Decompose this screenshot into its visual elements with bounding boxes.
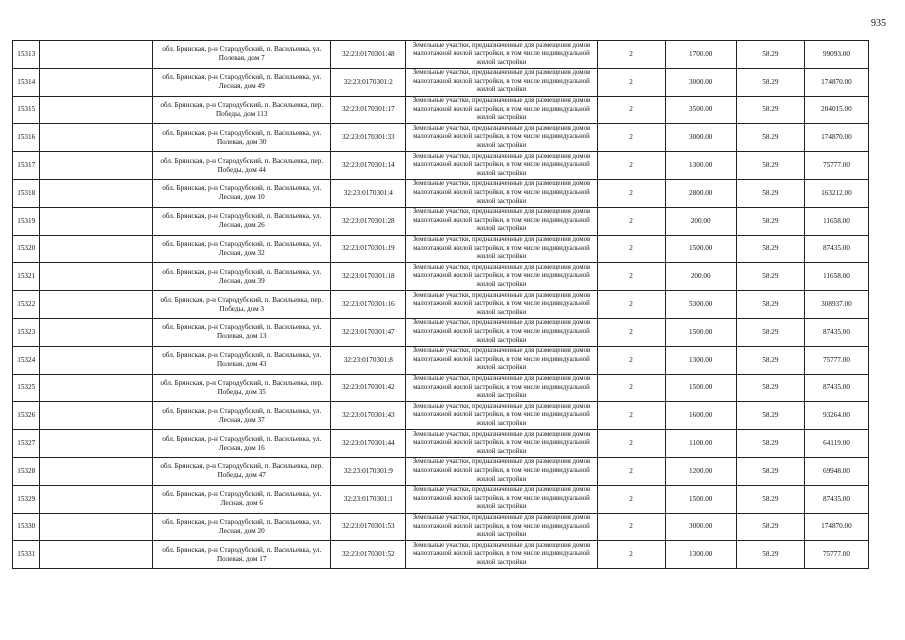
cadastral-value-cell: 87435.00 [804, 374, 868, 402]
rate-cell: 58.29 [736, 291, 804, 319]
cadastral-value-cell: 11658.00 [804, 263, 868, 291]
cadastral-number-cell: 32:23:0170301:53 [331, 513, 406, 541]
category-cell: 2 [597, 513, 665, 541]
address-cell: обл. Брянская, р-н Стародубский, п. Васильевка, ул. Лесная, дом 32 [153, 235, 331, 263]
cadastral-value-cell: 204015.00 [804, 96, 868, 124]
empty-cell [40, 541, 153, 569]
cadastral-value-cell: 87435.00 [804, 485, 868, 513]
address-cell: обл. Брянская, р-н Стародубский, п. Васильевка, пер. Победы, дом 35 [153, 374, 331, 402]
table-row [13, 457, 869, 485]
category-cell: 2 [597, 485, 665, 513]
category-cell: 2 [597, 96, 665, 124]
rate-cell: 58.29 [736, 402, 804, 430]
land-use-cell: Земельные участки, предназначенные для размещения домов малоэтажной жилой застройки, в том числе индивидуальной жилой застройки [406, 235, 597, 263]
area-cell: 2800.00 [665, 179, 736, 207]
category-cell: 2 [597, 235, 665, 263]
area-cell: 1600.00 [665, 402, 736, 430]
area-cell: 1500.00 [665, 485, 736, 513]
empty-cell [40, 318, 153, 346]
empty-cell [40, 124, 153, 152]
address-cell: обл. Брянская, р-н Стародубский, п. Васильевка, ул. Полевая, дом 30 [153, 124, 331, 152]
rate-cell: 58.29 [736, 318, 804, 346]
row-number-cell: 15330 [13, 513, 40, 541]
category-cell: 2 [597, 402, 665, 430]
table-row [13, 235, 869, 263]
empty-cell [40, 96, 153, 124]
cadastral-value-cell: 174870.00 [804, 513, 868, 541]
cadastral-number-cell: 32:23:0170301:9 [331, 457, 406, 485]
address-cell: обл. Брянская, р-н Стародубский, п. Васильевка, пер. Победы, дом 44 [153, 152, 331, 180]
rate-cell: 58.29 [736, 152, 804, 180]
empty-cell [40, 68, 153, 96]
address-cell: обл. Брянская, р-н Стародубский, п. Васильевка, ул. Лесная, дом 26 [153, 207, 331, 235]
row-number-cell: 15325 [13, 374, 40, 402]
row-number-cell: 15327 [13, 430, 40, 458]
cadastral-number-cell: 32:23:0170301:16 [331, 291, 406, 319]
row-number-cell: 15324 [13, 346, 40, 374]
empty-cell [40, 152, 153, 180]
area-cell: 1300.00 [665, 541, 736, 569]
cadastral-number-cell: 32:23:0170301:47 [331, 318, 406, 346]
empty-cell [40, 513, 153, 541]
cadastral-value-cell: 174870.00 [804, 124, 868, 152]
land-use-cell: Земельные участки, предназначенные для размещения домов малоэтажной жилой застройки, в том числе индивидуальной жилой застройки [406, 179, 597, 207]
empty-cell [40, 430, 153, 458]
rate-cell: 58.29 [736, 430, 804, 458]
table-row [13, 291, 869, 319]
cadastral-value-table [12, 40, 869, 569]
table-row [13, 124, 869, 152]
cadastral-value-cell: 99093.00 [804, 41, 868, 69]
rate-cell: 58.29 [736, 513, 804, 541]
cadastral-value-cell: 69948.00 [804, 457, 868, 485]
address-cell: обл. Брянская, р-н Стародубский, п. Васильевка, ул. Лесная, дом 39 [153, 263, 331, 291]
category-cell: 2 [597, 124, 665, 152]
rate-cell: 58.29 [736, 235, 804, 263]
land-use-cell: Земельные участки, предназначенные для размещения домов малоэтажной жилой застройки, в том числе индивидуальной жилой застройки [406, 291, 597, 319]
land-use-cell: Земельные участки, предназначенные для размещения домов малоэтажной жилой застройки, в том числе индивидуальной жилой застройки [406, 346, 597, 374]
cadastral-number-cell: 32:23:0170301:2 [331, 68, 406, 96]
address-cell: обл. Брянская, р-н Стародубский, п. Васильевка, ул. Лесная, дом 20 [153, 513, 331, 541]
table-row [13, 68, 869, 96]
empty-cell [40, 457, 153, 485]
cadastral-value-cell: 93264.00 [804, 402, 868, 430]
address-cell: обл. Брянская, р-н Стародубский, п. Васильевка, ул. Лесная, дом 49 [153, 68, 331, 96]
cadastral-value-cell: 75777.00 [804, 152, 868, 180]
row-number-cell: 15319 [13, 207, 40, 235]
land-use-cell: Земельные участки, предназначенные для размещения домов малоэтажной жилой застройки, в том числе индивидуальной жилой застройки [406, 513, 597, 541]
category-cell: 2 [597, 374, 665, 402]
table-row [13, 346, 869, 374]
cadastral-value-cell: 75777.00 [804, 541, 868, 569]
empty-cell [40, 207, 153, 235]
category-cell: 2 [597, 346, 665, 374]
table-row [13, 263, 869, 291]
table-row [13, 41, 869, 69]
land-use-cell: Земельные участки, предназначенные для размещения домов малоэтажной жилой застройки, в том числе индивидуальной жилой застройки [406, 263, 597, 291]
area-cell: 1300.00 [665, 346, 736, 374]
land-use-cell: Земельные участки, предназначенные для размещения домов малоэтажной жилой застройки, в том числе индивидуальной жилой застройки [406, 68, 597, 96]
table-row [13, 96, 869, 124]
rate-cell: 58.29 [736, 68, 804, 96]
rate-cell: 58.29 [736, 541, 804, 569]
area-cell: 1500.00 [665, 374, 736, 402]
area-cell: 1300.00 [665, 152, 736, 180]
land-use-cell: Земельные участки, предназначенные для размещения домов малоэтажной жилой застройки, в том числе индивидуальной жилой застройки [406, 374, 597, 402]
row-number-cell: 15326 [13, 402, 40, 430]
row-number-cell: 15317 [13, 152, 40, 180]
land-use-cell: Земельные участки, предназначенные для размещения домов малоэтажной жилой застройки, в том числе индивидуальной жилой застройки [406, 318, 597, 346]
empty-cell [40, 402, 153, 430]
cadastral-number-cell: 32:23:0170301:28 [331, 207, 406, 235]
rate-cell: 58.29 [736, 179, 804, 207]
area-cell: 200.00 [665, 207, 736, 235]
table-body [13, 41, 869, 569]
category-cell: 2 [597, 41, 665, 69]
land-use-cell: Земельные участки, предназначенные для размещения домов малоэтажной жилой застройки, в том числе индивидуальной жилой застройки [406, 41, 597, 69]
cadastral-number-cell: 32:23:0170301:4 [331, 179, 406, 207]
rate-cell: 58.29 [736, 263, 804, 291]
cadastral-number-cell: 32:23:0170301:8 [331, 346, 406, 374]
table-row [13, 318, 869, 346]
row-number-cell: 15328 [13, 457, 40, 485]
table-row [13, 430, 869, 458]
row-number-cell: 15320 [13, 235, 40, 263]
table-row [13, 541, 869, 569]
cadastral-number-cell: 32:23:0170301:19 [331, 235, 406, 263]
empty-cell [40, 346, 153, 374]
table-row [13, 485, 869, 513]
cadastral-number-cell: 32:23:0170301:48 [331, 41, 406, 69]
table-row [13, 207, 869, 235]
row-number-cell: 15323 [13, 318, 40, 346]
area-cell: 200.00 [665, 263, 736, 291]
row-number-cell: 15315 [13, 96, 40, 124]
address-cell: обл. Брянская, р-н Стародубский, п. Васильевка, пер. Победы, дом 113 [153, 96, 331, 124]
address-cell: обл. Брянская, р-н Стародубский, п. Васильевка, ул. Лесная, дом 37 [153, 402, 331, 430]
land-use-cell: Земельные участки, предназначенные для размещения домов малоэтажной жилой застройки, в том числе индивидуальной жилой застройки [406, 207, 597, 235]
row-number-cell: 15322 [13, 291, 40, 319]
row-number-cell: 15331 [13, 541, 40, 569]
table-row [13, 179, 869, 207]
rate-cell: 58.29 [736, 124, 804, 152]
table-row [13, 513, 869, 541]
row-number-cell: 15318 [13, 179, 40, 207]
area-cell: 3000.00 [665, 513, 736, 541]
empty-cell [40, 179, 153, 207]
cadastral-value-cell: 174870.00 [804, 68, 868, 96]
cadastral-number-cell: 32:23:0170301:18 [331, 263, 406, 291]
rate-cell: 58.29 [736, 457, 804, 485]
cadastral-number-cell: 32:23:0170301:14 [331, 152, 406, 180]
cadastral-number-cell: 32:23:0170301:17 [331, 96, 406, 124]
category-cell: 2 [597, 207, 665, 235]
table-row [13, 402, 869, 430]
cadastral-value-cell: 308937.00 [804, 291, 868, 319]
land-use-cell: Земельные участки, предназначенные для размещения домов малоэтажной жилой застройки, в том числе индивидуальной жилой застройки [406, 402, 597, 430]
cadastral-value-cell: 87435.00 [804, 318, 868, 346]
cadastral-value-cell: 163212.00 [804, 179, 868, 207]
area-cell: 1500.00 [665, 235, 736, 263]
row-number-cell: 15316 [13, 124, 40, 152]
cadastral-number-cell: 32:23:0170301:1 [331, 485, 406, 513]
area-cell: 3000.00 [665, 124, 736, 152]
category-cell: 2 [597, 541, 665, 569]
cadastral-number-cell: 32:23:0170301:33 [331, 124, 406, 152]
address-cell: обл. Брянская, р-н Стародубский, п. Васильевка, ул. Лесная, дом 16 [153, 430, 331, 458]
rate-cell: 58.29 [736, 485, 804, 513]
row-number-cell: 15321 [13, 263, 40, 291]
rate-cell: 58.29 [736, 96, 804, 124]
address-cell: обл. Брянская, р-н Стародубский, п. Васильевка, пер. Победы, дом 47 [153, 457, 331, 485]
address-cell: обл. Брянская, р-н Стародубский, п. Васильевка, ул. Лесная, дом 10 [153, 179, 331, 207]
area-cell: 1200.00 [665, 457, 736, 485]
area-cell: 1100.00 [665, 430, 736, 458]
cadastral-number-cell: 32:23:0170301:52 [331, 541, 406, 569]
category-cell: 2 [597, 152, 665, 180]
cadastral-value-cell: 11658.00 [804, 207, 868, 235]
rate-cell: 58.29 [736, 41, 804, 69]
rate-cell: 58.29 [736, 374, 804, 402]
land-use-cell: Земельные участки, предназначенные для размещения домов малоэтажной жилой застройки, в том числе индивидуальной жилой застройки [406, 124, 597, 152]
area-cell: 5300.00 [665, 291, 736, 319]
row-number-cell: 15329 [13, 485, 40, 513]
area-cell: 3500.00 [665, 96, 736, 124]
empty-cell [40, 374, 153, 402]
row-number-cell: 15314 [13, 68, 40, 96]
area-cell: 1500.00 [665, 318, 736, 346]
empty-cell [40, 263, 153, 291]
area-cell: 3000.00 [665, 68, 736, 96]
rate-cell: 58.29 [736, 207, 804, 235]
land-use-cell: Земельные участки, предназначенные для размещения домов малоэтажной жилой застройки, в том числе индивидуальной жилой застройки [406, 541, 597, 569]
page-number: 935 [871, 18, 886, 29]
land-use-cell: Земельные участки, предназначенные для размещения домов малоэтажной жилой застройки, в том числе индивидуальной жилой застройки [406, 152, 597, 180]
address-cell: обл. Брянская, р-н Стародубский, п. Васильевка, ул. Лесная, дом 6 [153, 485, 331, 513]
address-cell: обл. Брянская, р-н Стародубский, п. Васильевка, ул. Полевая, дом 7 [153, 41, 331, 69]
cadastral-value-cell: 75777.00 [804, 346, 868, 374]
address-cell: обл. Брянская, р-н Стародубский, п. Васильевка, ул. Полевая, дом 43 [153, 346, 331, 374]
empty-cell [40, 291, 153, 319]
table-row [13, 152, 869, 180]
row-number-cell: 15313 [13, 41, 40, 69]
category-cell: 2 [597, 68, 665, 96]
category-cell: 2 [597, 457, 665, 485]
empty-cell [40, 485, 153, 513]
cadastral-number-cell: 32:23:0170301:44 [331, 430, 406, 458]
land-use-cell: Земельные участки, предназначенные для размещения домов малоэтажной жилой застройки, в том числе индивидуальной жилой застройки [406, 457, 597, 485]
address-cell: обл. Брянская, р-н Стародубский, п. Васильевка, ул. Полевая, дом 17 [153, 541, 331, 569]
cadastral-number-cell: 32:23:0170301:43 [331, 402, 406, 430]
category-cell: 2 [597, 263, 665, 291]
area-cell: 1700.00 [665, 41, 736, 69]
table-row [13, 374, 869, 402]
category-cell: 2 [597, 318, 665, 346]
land-use-cell: Земельные участки, предназначенные для размещения домов малоэтажной жилой застройки, в том числе индивидуальной жилой застройки [406, 96, 597, 124]
cadastral-value-cell: 64119.00 [804, 430, 868, 458]
category-cell: 2 [597, 291, 665, 319]
empty-cell [40, 235, 153, 263]
address-cell: обл. Брянская, р-н Стародубский, п. Васильевка, пер. Победы, дом 3 [153, 291, 331, 319]
cadastral-number-cell: 32:23:0170301:42 [331, 374, 406, 402]
category-cell: 2 [597, 430, 665, 458]
rate-cell: 58.29 [736, 346, 804, 374]
empty-cell [40, 41, 153, 69]
land-use-cell: Земельные участки, предназначенные для размещения домов малоэтажной жилой застройки, в том числе индивидуальной жилой застройки [406, 430, 597, 458]
category-cell: 2 [597, 179, 665, 207]
address-cell: обл. Брянская, р-н Стародубский, п. Васильевка, ул. Полевая, дом 13 [153, 318, 331, 346]
land-use-cell: Земельные участки, предназначенные для размещения домов малоэтажной жилой застройки, в том числе индивидуальной жилой застройки [406, 485, 597, 513]
cadastral-value-cell: 87435.00 [804, 235, 868, 263]
